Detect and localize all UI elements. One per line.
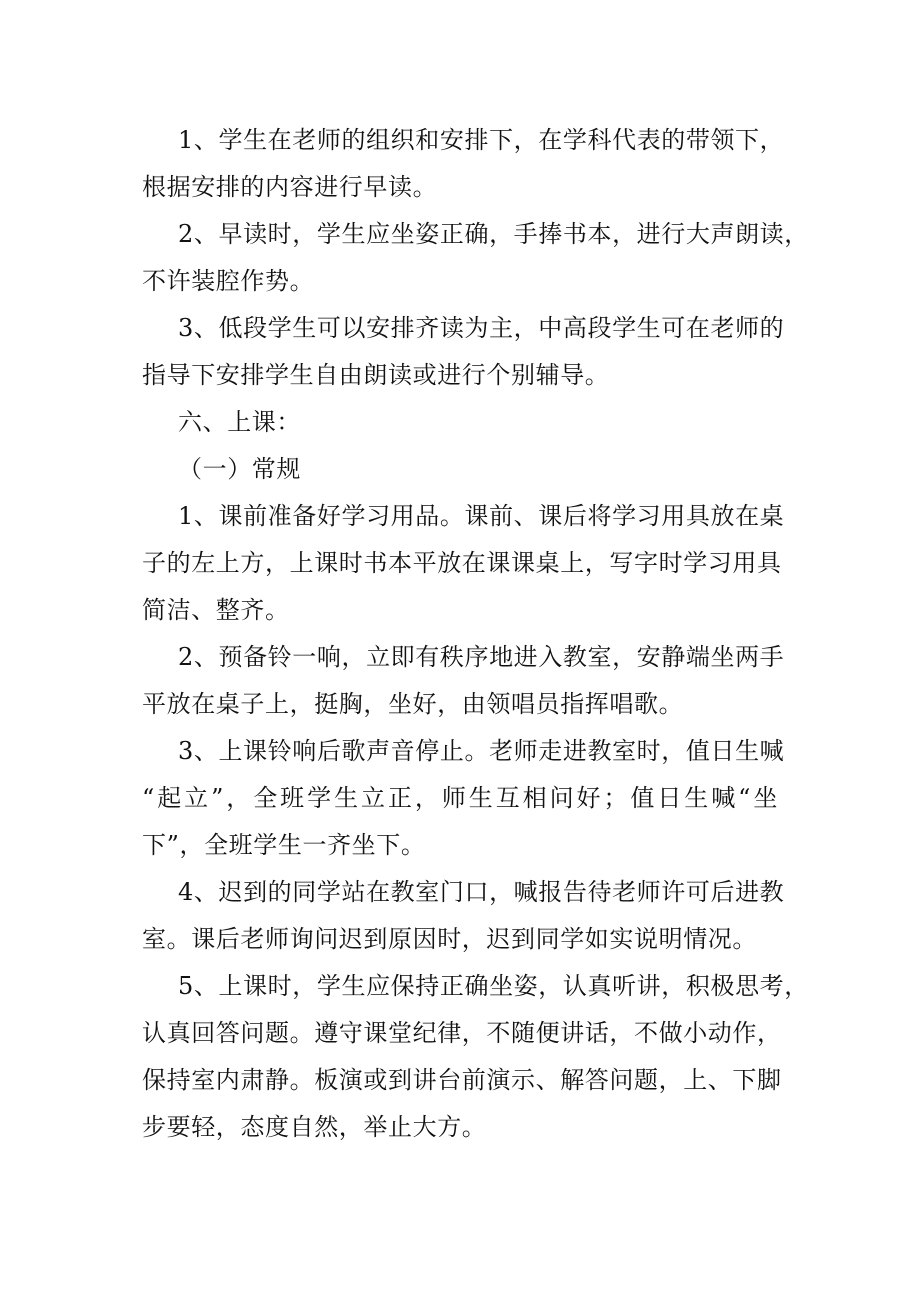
- text-line: 不许装腔作势。: [142, 267, 315, 295]
- text-line: 2、预备铃一响，立即有秩序地进入教室，安静端坐两手: [178, 643, 785, 671]
- text-line: 室。课后老师询问迟到原因时，迟到同学如实说明情况。: [142, 925, 757, 953]
- section-heading: 六、上课：: [178, 408, 301, 436]
- text-line: 3、低段学生可以安排齐读为主，中高段学生可在老师的: [178, 314, 785, 342]
- text-line: 平放在桌子上，挺胸，坐好，由领唱员指挥唱歌。: [142, 690, 684, 718]
- text-line: 指导下安排学生自由朗读或进行个别辅导。: [142, 361, 610, 389]
- text-line: 4、迟到的同学站在教室门口，喊报告待老师许可后进教: [178, 878, 785, 906]
- subsection-heading: （一）常规: [178, 455, 301, 483]
- text-line: 认真回答问题。遵守课堂纪律，不随便讲话，不做小动作，: [142, 1019, 782, 1047]
- text-line: 1、课前准备好学习用品。课前、课后将学习用具放在桌: [178, 502, 785, 530]
- text-line: 子的左上方，上课时书本平放在课课桌上，写字时学习用具: [142, 549, 782, 577]
- text-line: 保持室内肃静。板演或到讲台前演示、解答问题，上、下脚: [142, 1066, 782, 1094]
- text-line: 1、学生在老师的组织和安排下，在学科代表的带领下，: [178, 126, 785, 154]
- text-line: 简洁、整齐。: [142, 596, 290, 624]
- text-line: 3、上课铃响后歌声音停止。老师走进教室时，值日生喊: [178, 737, 785, 765]
- text-line: “起立”，全班学生立正，师生互相问好；值日生喊“坐: [142, 784, 778, 812]
- text-line: 根据安排的内容进行早读。: [142, 173, 438, 201]
- text-line: 下”，全班学生一齐坐下。: [142, 831, 426, 859]
- text-line: 2、早读时，学生应坐姿正确，手捧书本，进行大声朗读，: [178, 220, 809, 248]
- text-line: 5、上课时，学生应保持正确坐姿，认真听讲，积极思考，: [178, 972, 809, 1000]
- text-line: 步要轻，态度自然，举止大方。: [142, 1113, 487, 1141]
